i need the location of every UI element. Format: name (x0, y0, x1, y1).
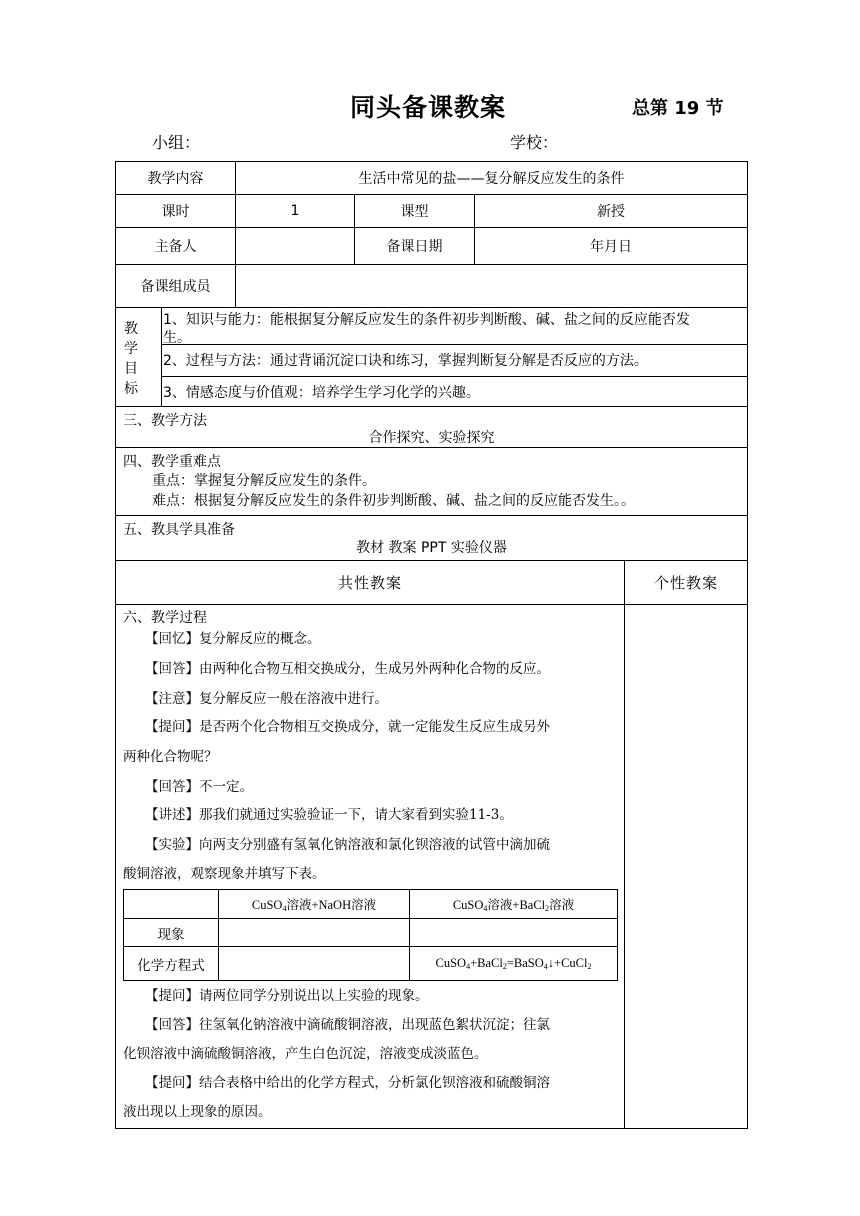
objectives-label-4: 标 (124, 381, 138, 397)
type-label: 课型 (400, 204, 429, 220)
tools-value: 教材 教案 PPT 实验仪器 (356, 540, 507, 556)
objectives-label-1: 教 (124, 321, 138, 337)
members-label: 备课组成员 (140, 279, 211, 295)
objective-3: 3、情感态度与价值观：培养学生学习化学的兴趣。 (163, 385, 480, 401)
process-p7a: 【实验】向两支分别盛有氢氧化钠溶液和氯化钡溶液的试管中滴加硫 (145, 837, 550, 853)
process-p2: 【回答】由两种化合物互相交换成分，生成另外两种化合物的反应。 (145, 661, 550, 677)
methods-heading: 三、教学方法 (123, 413, 207, 429)
period-label: 课时 (161, 204, 190, 220)
process-p1: 【回忆】复分解反应的概念。 (145, 631, 321, 647)
process-p10a: 【提问】结合表格中给出的化学方程式，分析氯化钡溶液和硫酸铜溶 (145, 1075, 550, 1091)
exp-col1-header: CuSO$_4$溶液+NaOH溶液 (251, 898, 377, 913)
process-p4a: 【提问】是否两个化合物相互交换成分，就一定能发生反应生成另外 (145, 719, 550, 735)
date-value: 年月日 (590, 239, 632, 255)
process-p6: 【讲述】那我们就通过实验验证一下，请大家看到实验11-3。 (145, 807, 513, 823)
period-value: 1 (290, 203, 300, 219)
page-title: 同头备课教案 (350, 93, 507, 122)
keypoints-key: 重点：掌握复分解反应发生的条件。 (152, 473, 376, 489)
process-p3: 【注意】复分解反应一般在溶液中进行。 (145, 691, 388, 707)
process-p9a: 【回答】往氢氧化钠溶液中滴硫酸铜溶液，出现蓝色絮状沉淀；往氯 (145, 1017, 550, 1033)
personal-plan-header: 个性教案 (653, 574, 718, 592)
process-p7b: 酸铜溶液，观察现象并填写下表。 (123, 866, 326, 882)
content-label: 教学内容 (147, 171, 204, 187)
members-value (236, 265, 747, 307)
process-p9b: 化钡溶液中滴硫酸铜溶液，产生白色沉淀，溶液变成淡蓝色。 (123, 1046, 488, 1062)
lesson-number: 总第 19 节 (632, 98, 724, 119)
exp-col2-header: CuSO$_4$溶液+BaCl$_2$溶液 (452, 898, 575, 913)
table-border-bottom (115, 1128, 748, 1129)
objectives-label-3: 目 (124, 361, 138, 377)
process-heading: 六、教学过程 (123, 610, 207, 626)
preparer-label: 主备人 (154, 239, 197, 255)
content-value: 生活中常见的盐——复分解反应发生的条件 (358, 171, 625, 187)
type-value: 新授 (597, 204, 625, 220)
process-p8: 【提问】请两位同学分别说出以上实验的现象。 (145, 988, 429, 1004)
process-p5: 【回答】不一定。 (145, 779, 253, 795)
school-label: 学校： (510, 133, 559, 152)
group-label: 小组： (152, 133, 201, 152)
keypoints-difficult: 难点：根据复分解反应发生的条件初步判断酸、碱、盐之间的反应能否发生。。 (152, 493, 635, 509)
methods-value: 合作探究、实验探究 (368, 430, 495, 446)
exp-row-equation-label: 化学方程式 (137, 957, 205, 973)
preparer-value (236, 228, 354, 264)
objective-1a: 1、知识与能力：能根据复分解反应发生的条件初步判断酸、碱、盐之间的反应能否发 (163, 312, 690, 328)
objective-1b: 生。 (163, 330, 191, 346)
tools-heading: 五、教具学具准备 (123, 522, 235, 538)
objectives-label-2: 学 (124, 341, 138, 357)
keypoints-heading: 四、教学重难点 (123, 454, 221, 470)
process-p10b: 液出现以上现象的原因。 (123, 1104, 272, 1120)
exp-equation: CuSO$_4$+BaCl$_2$=BaSO$_4$↓+CuCl$_2$ (435, 956, 592, 971)
process-p4b: 两种化合物呢？ (123, 749, 218, 765)
date-label: 备课日期 (386, 239, 443, 255)
common-plan-header: 共性教案 (337, 574, 402, 592)
exp-row-phenomenon-label: 现象 (157, 926, 185, 942)
objective-2: 2、过程与方法：通过背诵沉淀口诀和练习，掌握判断复分解是否反应的方法。 (163, 353, 648, 369)
